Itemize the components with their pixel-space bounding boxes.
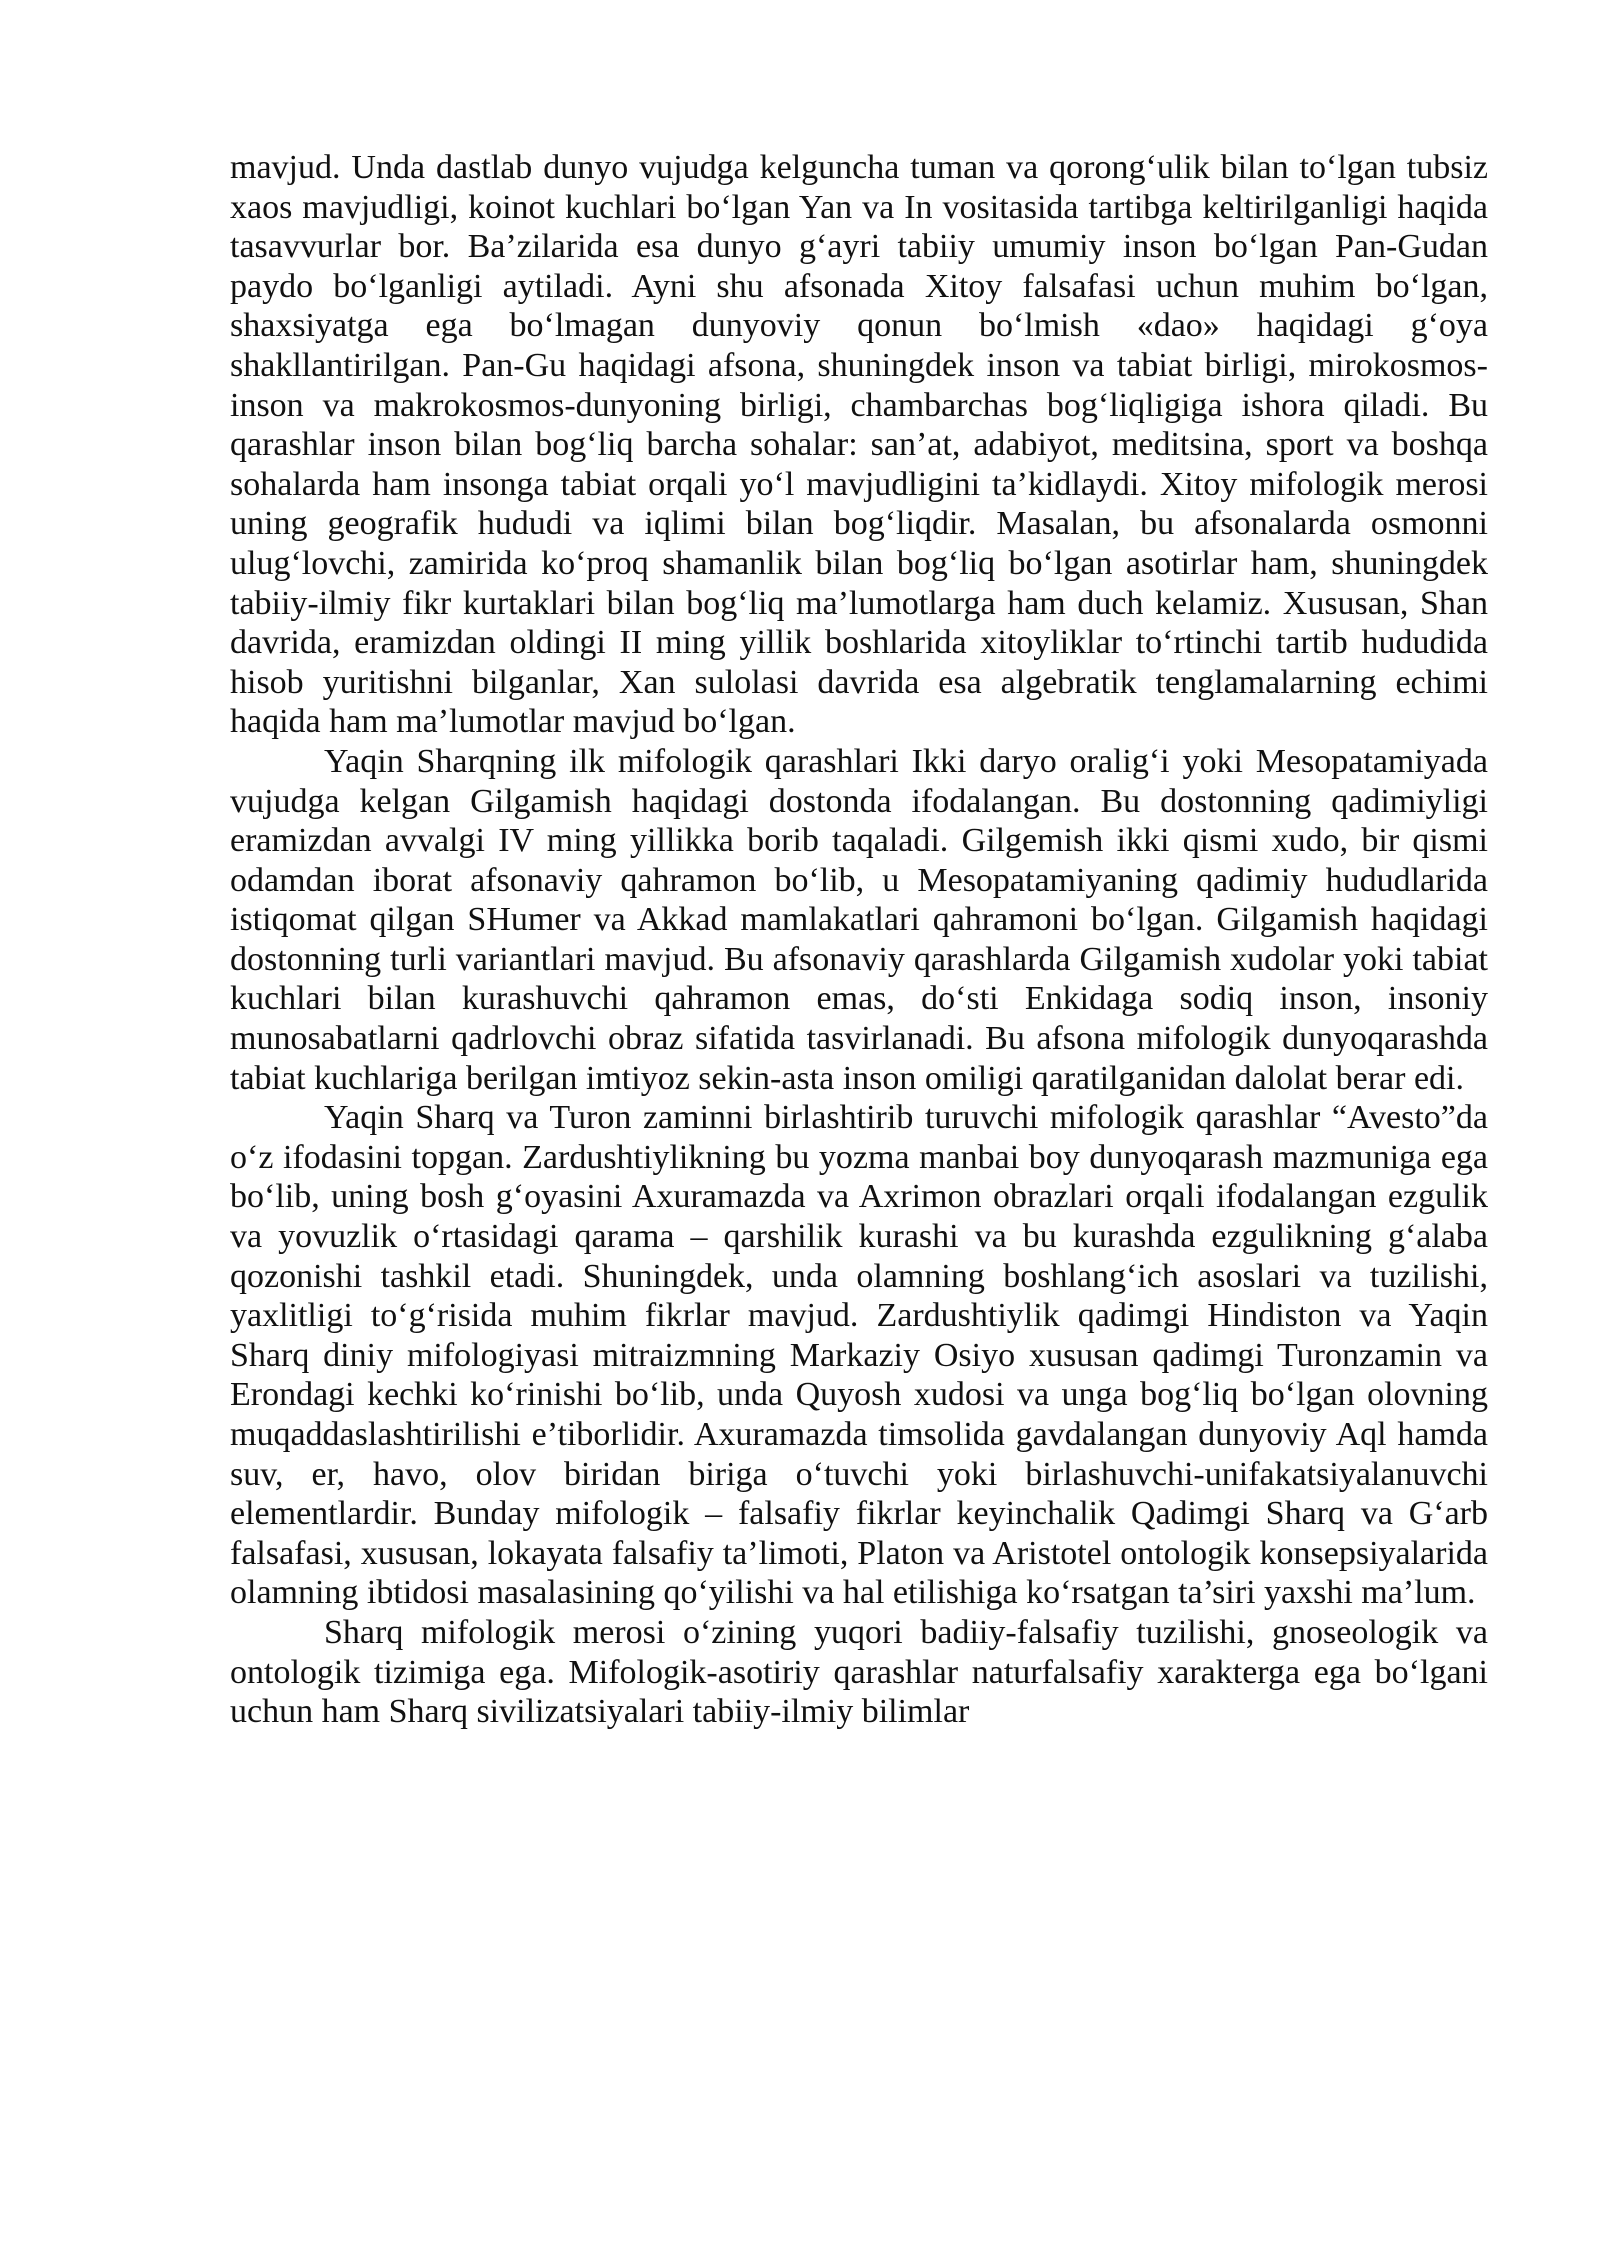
paragraph-gilgamesh: Yaqin Sharqning ilk mifologik qarashlari Ikki daryo oralig‘i yoki Mesopatamiyada vujudga kelgan Gilgamish haqidagi dostonda ifodalangan. Bu dostonning qadimiyligi eramizdan avvalgi IV ming yillikka borib taqaladi. Gilgemish ikki qismi xudo, bir qismi odamdan iborat afsonaviy qahramon bo‘lib, u Mesopatamiyaning qadimiy hududlarida istiqomat qilgan SHumer va Akkad mamlakatlari qahramoni bo‘lgan. Gilgamish haqidagi dostonning turli variantlari mavjud. Bu afsonaviy qarashlarda Gilgamish xudolar yoki tabiat kuchlari bilan kurashuvchi qahramon emas, do‘sti Enkidaga sodiq inson, insoniy munosabatlarni qadrlovchi obraz sifatida tasvirlanadi. Bu afsona mifologik dunyoqarashda tabiat kuchlariga berilgan imtiyoz sekin-asta inson omiligi qaratilganidan dalolat berar edi. xyxy=(230,742,1488,1097)
paragraph-continuation: mavjud. Unda dastlab dunyo vujudga kelguncha tuman va qorong‘ulik bilan to‘lgan tubsiz xaos mavjudligi, koinot kuchlari bo‘lgan Yan va In vositasida tartibga keltirilganligi haqida tasavvurlar bor. Ba’zilarida esa dunyo g‘ayri tabiiy umumiy inson bo‘lgan Pan-Gudan paydo bo‘lganligi aytiladi. Ayni shu afsonada Xitoy falsafasi uchun muhim bo‘lgan, shaxsiyatga ega bo‘lmagan dunyoviy qonun bo‘lmish «dao» haqidagi g‘oya shakllantirilgan. Pan-Gu haqidagi afsona, shuningdek inson va tabiat birligi, mirokosmos-inson va makrokosmos-dunyoning birligi, chambarchas bog‘liqligiga ishora qiladi. Bu qarashlar inson bilan bog‘liq barcha sohalar: san’at, adabiyot, meditsina, sport va boshqa sohalarda ham insonga tabiat orqali yo‘l mavjudligini ta’kidlaydi. Xitoy mifologik merosi uning geografik hududi va iqlimi bilan bog‘liqdir. Masalan, bu afsonalarda osmonni ulug‘lovchi, zamirida ko‘proq shamanlik bilan bog‘liq bo‘lgan asotirlar ham, shuningdek tabiiy-ilmiy fikr kurtaklari bilan bog‘liq ma’lumotlarga ham duch kelamiz. Xususan, Shan davrida, eramizdan oldingi II ming yillik boshlarida xitoyliklar to‘rtinchi tartib hududida hisob yuritishni bilganlar, Xan sulolasi davrida esa algebratik tenglamalarning echimi haqida ham ma’lumotlar mavjud bo‘lgan. xyxy=(230,149,1488,741)
paragraph-eastern-heritage: Sharq mifologik merosi o‘zining yuqori badiiy-falsafiy tuzilishi, gnoseologik va ontologik tizimiga ega. Mifologik-asotiriy qarashlar naturfalsafiy xarakterga ega bo‘lgani uchun ham Sharq sivilizatsiyalari tabiiy-ilmiy bilimlar xyxy=(230,1613,1488,1731)
paragraph-avesto: Yaqin Sharq va Turon zaminni birlashtirib turuvchi mifologik qarashlar “Avesto”da o‘z ifodasini topgan. Zardushtiylikning bu yozma manbai boy dunyoqarash mazmuniga ega bo‘lib, uning bosh g‘oyasini Axuramazda va Axrimon obrazlari orqali ifodalangan ezgulik va yovuzlik o‘rtasidagi qarama – qarshilik kurashi va bu kurashda ezgulikning g‘alaba qozonishi tashkil etadi. Shuningdek, unda olamning boshlang‘ich asoslari va tuzilishi, yaxlitligi to‘g‘risida muhim fikrlar mavjud. Zardushtiylik qadimgi Hindiston va Yaqin Sharq diniy mifologiyasi mitraizmning Markaziy Osiyo xususan qadimgi Turonzamin va Erondagi kechki ko‘rinishi bo‘lib, unda Quyosh xudosi va unga bog‘liq bo‘lgan olovning muqaddaslashtirilishi e’tiborlidir. Axuramazda timsolida gavdalangan dunyoviy Aql hamda suv, er, havo, olov biridan biriga o‘tuvchi yoki birlashuvchi-unifakatsiyalanuvchi elementlardir. Bunday mifologik – falsafiy fikrlar keyinchalik Qadimgi Sharq va G‘arb falsafasi, xususan, lokayata falsafiy ta’limoti, Platon va Aristotel ontologik konsepsiyalarida olamning ibtidosi masalasining qo‘yilishi va hal etilishiga ko‘rsatgan ta’siri yaxshi ma’lum. xyxy=(230,1099,1488,1612)
document-page xyxy=(230,148,1488,1732)
